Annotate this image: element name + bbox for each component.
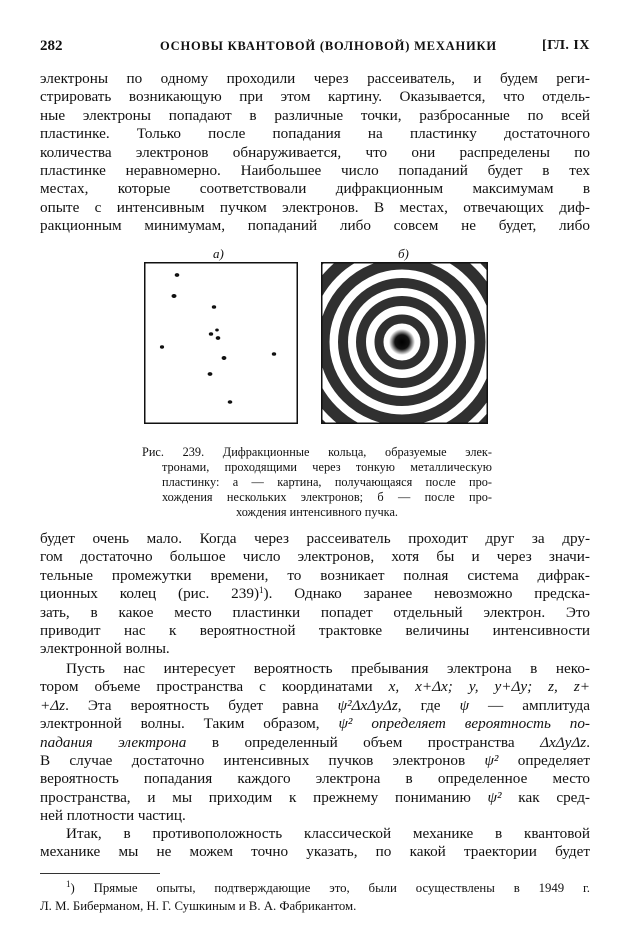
electron-hit	[228, 400, 233, 404]
figure-a-frame	[145, 263, 298, 424]
text-line: будет очень мало. Когда через рассеиватель проходит друг за дру-	[40, 530, 590, 547]
text-line: электроны по одному проходили через рассеиватель, и будем реги-	[40, 70, 590, 87]
text-line: Итак, в противоположность классической механике в квантовой	[66, 825, 590, 842]
text-line: падания электрона в определенный объем пространства ΔxΔyΔz.	[40, 733, 591, 751]
electron-hit	[272, 352, 276, 356]
footnote-ref: 1	[259, 585, 264, 596]
text-line: ные электроны попадают в различные точки, разбросанные по всей	[40, 106, 590, 124]
caption-line: пластинку: а — картина, получающаяся после про-	[162, 475, 492, 489]
text-line: электронной волны. Таким образом, ψ² определяет вероятность по-	[40, 715, 590, 733]
figure-b-diffraction-rings	[321, 262, 488, 424]
central-maximum	[389, 329, 415, 355]
paragraph-4	[40, 825, 590, 862]
electron-hit	[160, 345, 164, 348]
electron-hit	[222, 356, 227, 360]
text-line: пространства, и мы приходим к прежнему пониманию ψ² как сред-	[40, 788, 590, 806]
figure-caption	[142, 445, 492, 520]
figure-label-b: б)	[398, 246, 409, 261]
page-header	[40, 38, 590, 58]
footnote-line: $^1$) Прямые опыты, подтверждающие это, были осуществлены в 1949 г.	[66, 879, 590, 895]
footnote-line: Л. М. Биберманом, Н. Г. Сушкиным и В. А. Фабрикантом.	[40, 899, 357, 913]
paragraph-3	[40, 660, 590, 826]
electron-hit	[212, 305, 216, 309]
text-line: пластинке. Только после попадания на пластинку достаточного	[40, 125, 590, 143]
text-line: стрировать возникающую при этом картину. Оказывается, что отдель-	[40, 88, 590, 106]
text-line: электронной волны.	[40, 640, 170, 658]
footnote-mark: 1	[66, 879, 71, 889]
text-line: местах, которые соответствовали дифракционным максимумам в	[40, 180, 590, 198]
electron-hit	[175, 273, 180, 277]
text-line: количества электронов обнаруживается, что они распределены по	[40, 143, 590, 161]
text-line: тельные промежутки времени, то возникает полная система дифрак-	[40, 566, 590, 584]
page-number: 282	[40, 38, 63, 54]
chapter-label: [ГЛ. IX	[542, 38, 590, 53]
text-line: тором объеме пространства с координатами x, x+Δx; y, y+Δy; z, z+	[40, 678, 590, 696]
caption-line: тронами, проходящими через тонкую металлическую	[162, 460, 492, 474]
text-line: опыте с интенсивным пучком электронов. В местах, отвечающих диф-	[40, 198, 590, 216]
electron-hit	[216, 336, 221, 340]
text-line: ракционным минимумам, попаданий либо совсем не будет, либо	[40, 217, 590, 235]
text-line: ционных колец (рис. 239)$^1$). Однако заранее невозможно предска-	[40, 585, 590, 603]
text-line: зать, в какое место пластинки попадет отдельный электрон. Это	[40, 603, 590, 621]
caption-line: хождения интенсивного пучка.	[236, 505, 398, 519]
paragraph-2	[40, 530, 590, 659]
figure-a-scattered-hits	[144, 262, 298, 424]
electron-hit	[209, 332, 213, 336]
electron-hit	[208, 372, 213, 376]
electron-hit	[215, 329, 219, 332]
electron-hit	[172, 294, 177, 298]
text-line: В случае достаточно интенсивных пучков электронов ψ² определяет	[40, 751, 590, 769]
paragraph-1	[40, 70, 590, 236]
running-title: ОСНОВЫ КВАНТОВОЙ (ВОЛНОВОЙ) МЕХАНИКИ	[160, 39, 497, 53]
text-line: ней плотности частиц.	[40, 807, 186, 825]
text-line: вероятность попадания каждого электрона в определенное место	[40, 770, 590, 788]
text-line: Пусть нас интересует вероятность пребывания электрона в неко-	[66, 660, 590, 677]
caption-line: Рис. 239. Дифракционные кольца, образуемые элек-	[142, 445, 492, 459]
text-line: +Δz. Эта вероятность будет равна ψ²ΔxΔyΔz, где ψ — амплитуда	[40, 696, 590, 714]
caption-line: хождения нескольких электронов; б — после про-	[162, 490, 492, 504]
footnote-divider	[40, 873, 160, 874]
text-line: приводит нас к вероятностной трактовке величины интенсивности	[40, 621, 590, 639]
figure-label-a: а)	[213, 246, 224, 261]
text-line: механике мы не можем точно указать, по какой траектории будет	[40, 843, 590, 861]
text-line: гом достаточно большое число электронов, хотя бы и через значи-	[40, 548, 590, 566]
footnote	[40, 879, 590, 915]
text-line: пластинке неравномерно. Наибольшее число попаданий будет в тех	[40, 161, 590, 179]
